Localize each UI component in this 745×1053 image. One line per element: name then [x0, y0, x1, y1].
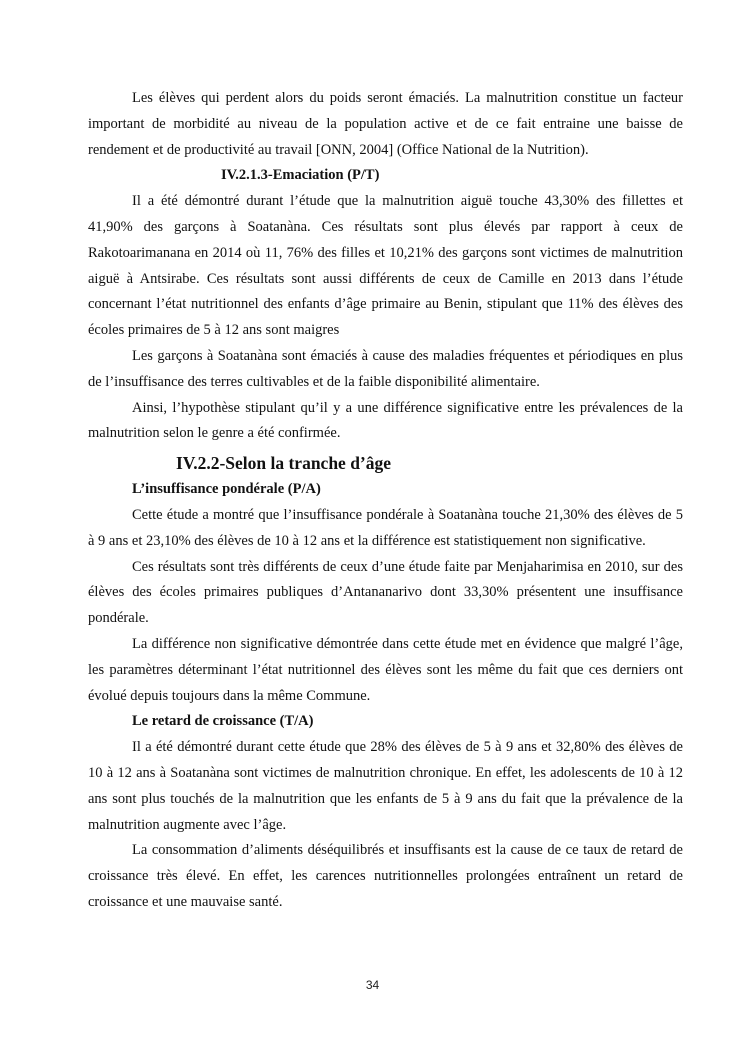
section-heading-age-group: IV.2.2-Selon la tranche d’âge	[176, 453, 392, 474]
paragraph-stunting-causes: La consommation d’aliments déséquilibrés et insuffisants est la cause de ce taux de retard de croissance très élevé. En effet, les carences nutritionnelles prolongées entraînent un retard de croissance et une mauvaise santé.	[88, 842, 683, 910]
paragraph-underweight-results: Cette étude a montré que l’insuffisance pondérale à Soatanàna touche 21,30% des élèves de 5 à 9 ans et 23,10% des élèves de 10 à 12 ans et la différence est statistiquement non significative.	[88, 506, 683, 549]
paragraph-underweight-comparison: Ces résultats sont très différents de ceux d’une étude faite par Menjaharimisa en 2010, sur des élèves des écoles primaires publiques d’Antananarivo dont 33,30% présentent une insuffisance pondérale.	[88, 558, 683, 627]
paragraph-underweight-interpretation: La différence non significative démontrée dans cette étude met en évidence que malgré l’âge, les paramètres déterminant l’état nutritionnel des élèves sont les même du fait que ces derniers ont évolué depuis toujours dans la même Commune.	[88, 635, 683, 704]
page-body	[88, 86, 683, 916]
paragraph-emaciation-intro: Les élèves qui perdent alors du poids seront émaciés. La malnutrition constitue un facteur important de morbidité au niveau de la population active et de ce fait entraine une baisse de rendement et de productivité au travail [ONN, 2004] (Office National de la Nutrition).	[88, 90, 683, 158]
subheading-stunting: Le retard de croissance (T/A)	[132, 713, 314, 730]
section-heading-emaciation: IV.2.1.3-Emaciation (P/T)	[221, 167, 380, 184]
paragraph-emaciation-hypothesis: Ainsi, l’hypothèse stipulant qu’il y a une différence significative entre les prévalences de la malnutrition selon le genre a été confirmée.	[88, 399, 683, 442]
subheading-underweight: L’insuffisance pondérale (P/A)	[132, 481, 321, 498]
paragraph-stunting-results: Il a été démontré durant cette étude que 28% des élèves de 5 à 9 ans et 32,80% des élèves de 10 à 12 ans à Soatanàna sont victimes de malnutrition chronique. En effet, les adolescents de 10 à 12 ans sont plus touchés de la malnutrition que les enfants de 5 à 9 ans du fait que la prévalence de la malnutrition augmente avec l’âge.	[88, 739, 683, 833]
paragraph-emaciation-causes: Les garçons à Soatanàna sont émaciés à cause des maladies fréquentes et périodiques en plus de l’insuffisance des terres cultivables et de la faible disponibilité alimentaire.	[88, 347, 683, 390]
paragraph-emaciation-results: Il a été démontré durant l’étude que la malnutrition aiguë touche 43,30% des fillettes et 41,90% des garçons à Soatanàna. Ces résultats sont plus élevés par rapport à ceux de Rakotoarimanana en 2014 où 11, 76% des filles et 10,21% des garçons sont victimes de malnutrition aiguë à Antsirabe. Ces résultats sont aussi différents de ceux de Camille en 2013 dans l’étude concernant l’état nutritionnel des enfants d’âge primaire au Benin, stipulant que 11% des élèves des écoles primaires de 5 à 12 ans sont maigres	[88, 193, 683, 339]
page-number: 34	[365, 978, 380, 992]
